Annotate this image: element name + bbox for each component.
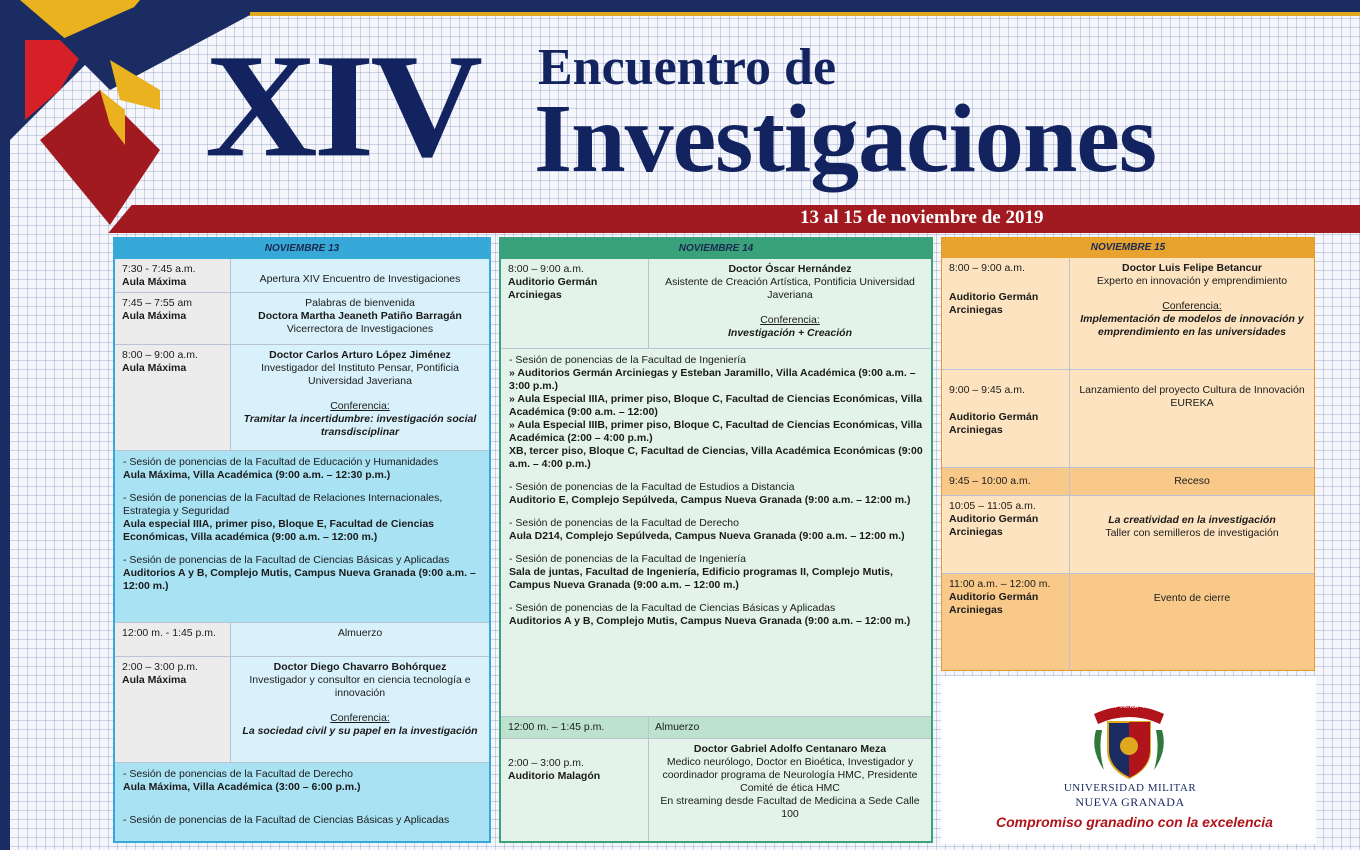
detail-text: Lanzamiento del proyecto Cultura de Innovación EUREKA [1079, 384, 1305, 409]
session-title: - Sesión de ponencias de la Facultad de Ciencias Básicas y Aplicadas [123, 554, 450, 566]
place-text: Auditorio Germán Arciniegas [949, 291, 1039, 316]
session-title: - Sesión de ponencias de la Facultad de Educación y Humanidades [123, 456, 439, 468]
sessions-block [501, 349, 931, 717]
schedule-row [115, 657, 489, 763]
session-title: - Sesión de ponencias de la Facultad de Ciencias Básicas y Aplicadas [509, 602, 836, 614]
session-place: Auditorios A y B, Complejo Mutis, Campus Nueva Granada (9:00 a.m. – 12:00 m.) [123, 567, 476, 592]
detail-cell [1070, 574, 1314, 670]
session-title: - Sesión de ponencias de la Facultad de Relaciones Internacionales, Estrategia y Seguridad [123, 492, 443, 517]
place-text: Aula Máxima [122, 276, 187, 288]
time-cell [942, 574, 1070, 670]
title-line-1: Encuentro de [538, 39, 837, 96]
speaker-name: Doctor Diego Chavarro Bohórquez [273, 661, 447, 673]
column-heading: NOVIEMBRE 13 [115, 239, 489, 259]
detail-cell [649, 717, 931, 738]
session-title: - Sesión de ponencias de la Facultad de Derecho [123, 768, 353, 780]
detail-cell [231, 259, 489, 292]
schedule-column-nov14 [499, 237, 933, 843]
schedule-row [115, 623, 489, 657]
place-text: Auditorio Germán Arciniegas [949, 411, 1039, 436]
session-title: - Sesión de ponencias de la Facultad de Ingeniería [509, 553, 746, 565]
place-text: Auditorio Malagón [508, 770, 601, 782]
time-text: 7:30 - 7:45 a.m. [122, 263, 196, 275]
time-text: 7:45 – 7:55 am [122, 297, 193, 309]
conference-label: Conferencia: [330, 712, 390, 724]
place-text: Aula Máxima [122, 310, 187, 322]
conference-title: Implementación de modelos de innovación y emprendimiento en las universidades [1080, 313, 1304, 338]
session-place: Aula D214, Complejo Sepúlveda, Campus Nueva Granada (9:00 a.m. – 12:00 m.) [509, 530, 905, 542]
detail-cell [1070, 468, 1314, 495]
speaker-name: Doctor Carlos Arturo López Jiménez [269, 349, 451, 361]
session-item [123, 768, 481, 794]
time-cell [115, 345, 231, 450]
conference-title: La sociedad civil y su papel en la investigación [242, 725, 478, 737]
detail-cell [1070, 258, 1314, 369]
time-text: 8:00 – 9:00 a.m. [949, 262, 1025, 274]
speaker-role: Experto en innovación y emprendimiento [1096, 275, 1288, 287]
session-place: Aula especial IIIA, primer piso, Bloque E, Facultad de Ciencias Económicas, Villa académica (9:00 a.m. – 12:00 m.) [123, 518, 435, 543]
time-text: 12:00 m. – 1:45 p.m. [508, 721, 605, 733]
schedule-row [115, 259, 489, 293]
time-cell [942, 370, 1070, 467]
detail-cell [231, 657, 489, 762]
time-text: 8:00 – 9:00 a.m. [508, 263, 584, 275]
session-place: Auditorio E, Complejo Sepúlveda, Campus Nueva Granada (9:00 a.m. – 12:00 m.) [509, 494, 911, 506]
speaker-name: Doctor Luis Felipe Betancur [1121, 262, 1263, 274]
conference-label: Conferencia: [1162, 300, 1222, 312]
session-title: - Sesión de ponencias de la Facultad de Derecho [509, 517, 739, 529]
time-text: 10:05 – 11:05 a.m. [949, 500, 1036, 512]
sessions-block [115, 451, 489, 623]
place-text: Aula Máxima [122, 674, 187, 686]
session-place: » Aula Especial IIIA, primer piso, Bloque C, Facultad de Ciencias Económicas, Villa Académica (9:00 a.m. – 12:00) [509, 393, 923, 418]
speaker-role: Asistente de Creación Artística, Pontificia Universidad Javeriana [665, 276, 915, 301]
time-cell [115, 657, 231, 762]
detail-text: Palabras de bienvenida [305, 297, 415, 309]
detail-cell [231, 345, 489, 450]
time-text: 11:00 a.m. – 12:00 m. [949, 578, 1051, 590]
schedule-row [115, 293, 489, 345]
detail-text: Evento de cierre [1153, 592, 1231, 604]
session-place: Aula Máxima, Villa Académica (3:00 – 6:00 p.m.) [123, 781, 361, 793]
time-text: 12:00 m. - 1:45 p.m. [122, 627, 216, 639]
speaker-name: Doctor Óscar Hernández [728, 263, 852, 275]
university-name-line1: UNIVERSIDAD MILITAR [1063, 782, 1197, 794]
session-item [509, 354, 923, 471]
conference-label: Conferencia: [330, 400, 390, 412]
schedule-row [501, 259, 931, 349]
detail-text: Almuerzo [655, 721, 700, 733]
schedule-row [115, 345, 489, 451]
schedule-row [501, 739, 931, 843]
detail-text: Apertura XIV Encuentro de Investigaciones [259, 273, 461, 285]
session-item [123, 492, 481, 544]
time-cell [942, 468, 1070, 495]
detail-cell [231, 293, 489, 344]
detail-cell [1070, 370, 1314, 467]
session-item [123, 554, 481, 593]
detail-text: Receso [1174, 475, 1210, 487]
schedule-column-nov15 [941, 237, 1315, 671]
streaming-note: En streaming desde Facultad de Medicina a Sede Calle 100 [660, 795, 920, 820]
sessions-block [115, 763, 489, 843]
schedule-row [501, 717, 931, 739]
session-place: » Aula Especial IIIB, primer piso, Bloque C, Facultad de Ciencias Económicas, Villa Académica (2:00 – 4:00 p.m.) [509, 419, 923, 444]
time-text: 9:00 – 9:45 a.m. [949, 384, 1025, 396]
time-cell [115, 293, 231, 344]
session-title: - Sesión de ponencias de la Facultad de Ciencias Básicas y Aplicadas [123, 814, 450, 826]
speaker-name: Doctora Martha Jeaneth Patiño Barragán [258, 310, 462, 322]
title-line-2: Investigaciones [534, 85, 1156, 193]
conference-label: Conferencia: [760, 314, 820, 326]
schedule-row [942, 370, 1314, 468]
session-place: Aula Máxima, Villa Académica (9:00 a.m. – 12:30 p.m.) [123, 469, 391, 481]
edition-numeral: XIV [205, 23, 480, 188]
time-text: 8:00 – 9:00 a.m. [122, 349, 198, 361]
time-cell [942, 496, 1070, 573]
place-text: Auditorio Germán Arciniegas [949, 591, 1039, 616]
place-text: Auditorio Germán Arciniegas [508, 276, 598, 301]
time-text: 2:00 – 3:00 p.m. [508, 757, 584, 769]
session-item [123, 814, 481, 827]
session-title: - Sesión de ponencias de la Facultad de Ingeniería [509, 354, 746, 366]
university-name-line2: NUEVA GRANADA [1075, 795, 1185, 809]
session-place: Sala de juntas, Facultad de Ingeniería, Edificio programas II, Complejo Mutis, Campus Nueva Granada (9:00 a.m. – 12:00 m.) [509, 566, 893, 591]
event-dates: 13 al 15 de noviembre de 2019 [800, 207, 1044, 228]
column-heading: NOVIEMBRE 15 [942, 238, 1314, 258]
speaker-role: Vicerrectora de Investigaciones [286, 323, 434, 335]
time-cell [501, 259, 649, 348]
detail-cell [231, 623, 489, 656]
speaker-name: Doctor Gabriel Adolfo Centanaro Meza [693, 743, 887, 755]
time-cell [501, 717, 649, 738]
time-cell [942, 258, 1070, 369]
detail-cell [649, 259, 931, 348]
time-cell [115, 259, 231, 292]
session-item [123, 456, 481, 482]
date-band [150, 205, 1360, 233]
session-item [509, 553, 923, 592]
speaker-role: Medico neurólogo, Doctor en Bioética, Investigador y coordinador programa de Neurología HMC, Presidente Comité de ética HMC [662, 756, 918, 794]
place-text: Auditorio Germán Arciniegas [949, 513, 1039, 538]
time-text: 9:45 – 10:00 a.m. [949, 475, 1031, 487]
session-place: XB, tercer piso, Bloque C, Facultad de Ciencias, Villa Académica Económicas (9:00 a.m. – 4:00 p.m.) [509, 445, 923, 470]
crest-banner-text: CIENCIA · PATRIA · FAMILIA [1095, 704, 1163, 710]
detail-text: Taller con semilleros de investigación [1105, 527, 1279, 539]
conference-title: Investigación + Creación [727, 327, 852, 339]
time-text: 2:00 – 3:00 p.m. [122, 661, 198, 673]
place-text: Aula Máxima [122, 362, 187, 374]
time-cell [501, 739, 649, 843]
university-crest-logo [1086, 700, 1172, 782]
session-item [509, 602, 923, 628]
speaker-role: Investigador del Instituto Pensar, Pontificia Universidad Javeriana [261, 362, 459, 387]
session-place: » Auditorios Germán Arciniegas y Esteban Jaramillo, Villa Académica (9:00 a.m. – 3:00 p.m.) [509, 367, 916, 392]
column-heading: NOVIEMBRE 14 [501, 239, 931, 259]
session-place: Auditorios A y B, Complejo Mutis, Campus Nueva Granada (9:00 a.m. – 12:00 m.) [509, 615, 911, 627]
schedule-row [942, 496, 1314, 574]
university-motto: Compromiso granadino con la excelencia [996, 814, 1273, 830]
detail-cell [649, 739, 931, 843]
speaker-role: Investigador y consultor en ciencia tecnología e innovación [249, 674, 471, 699]
session-item [509, 517, 923, 543]
schedule-row [942, 574, 1314, 670]
workshop-title: La creatividad en la investigación [1108, 514, 1276, 526]
time-cell [115, 623, 231, 656]
detail-cell [1070, 496, 1314, 573]
schedule-row [942, 468, 1314, 496]
session-item [509, 481, 923, 507]
schedule-column-nov13 [113, 237, 491, 843]
conference-title: Tramitar la incertidumbre: investigación social transdisciplinar [243, 413, 477, 438]
session-title: - Sesión de ponencias de la Facultad de Estudios a Distancia [509, 481, 795, 493]
detail-text: Almuerzo [337, 627, 383, 639]
schedule-row [942, 258, 1314, 370]
